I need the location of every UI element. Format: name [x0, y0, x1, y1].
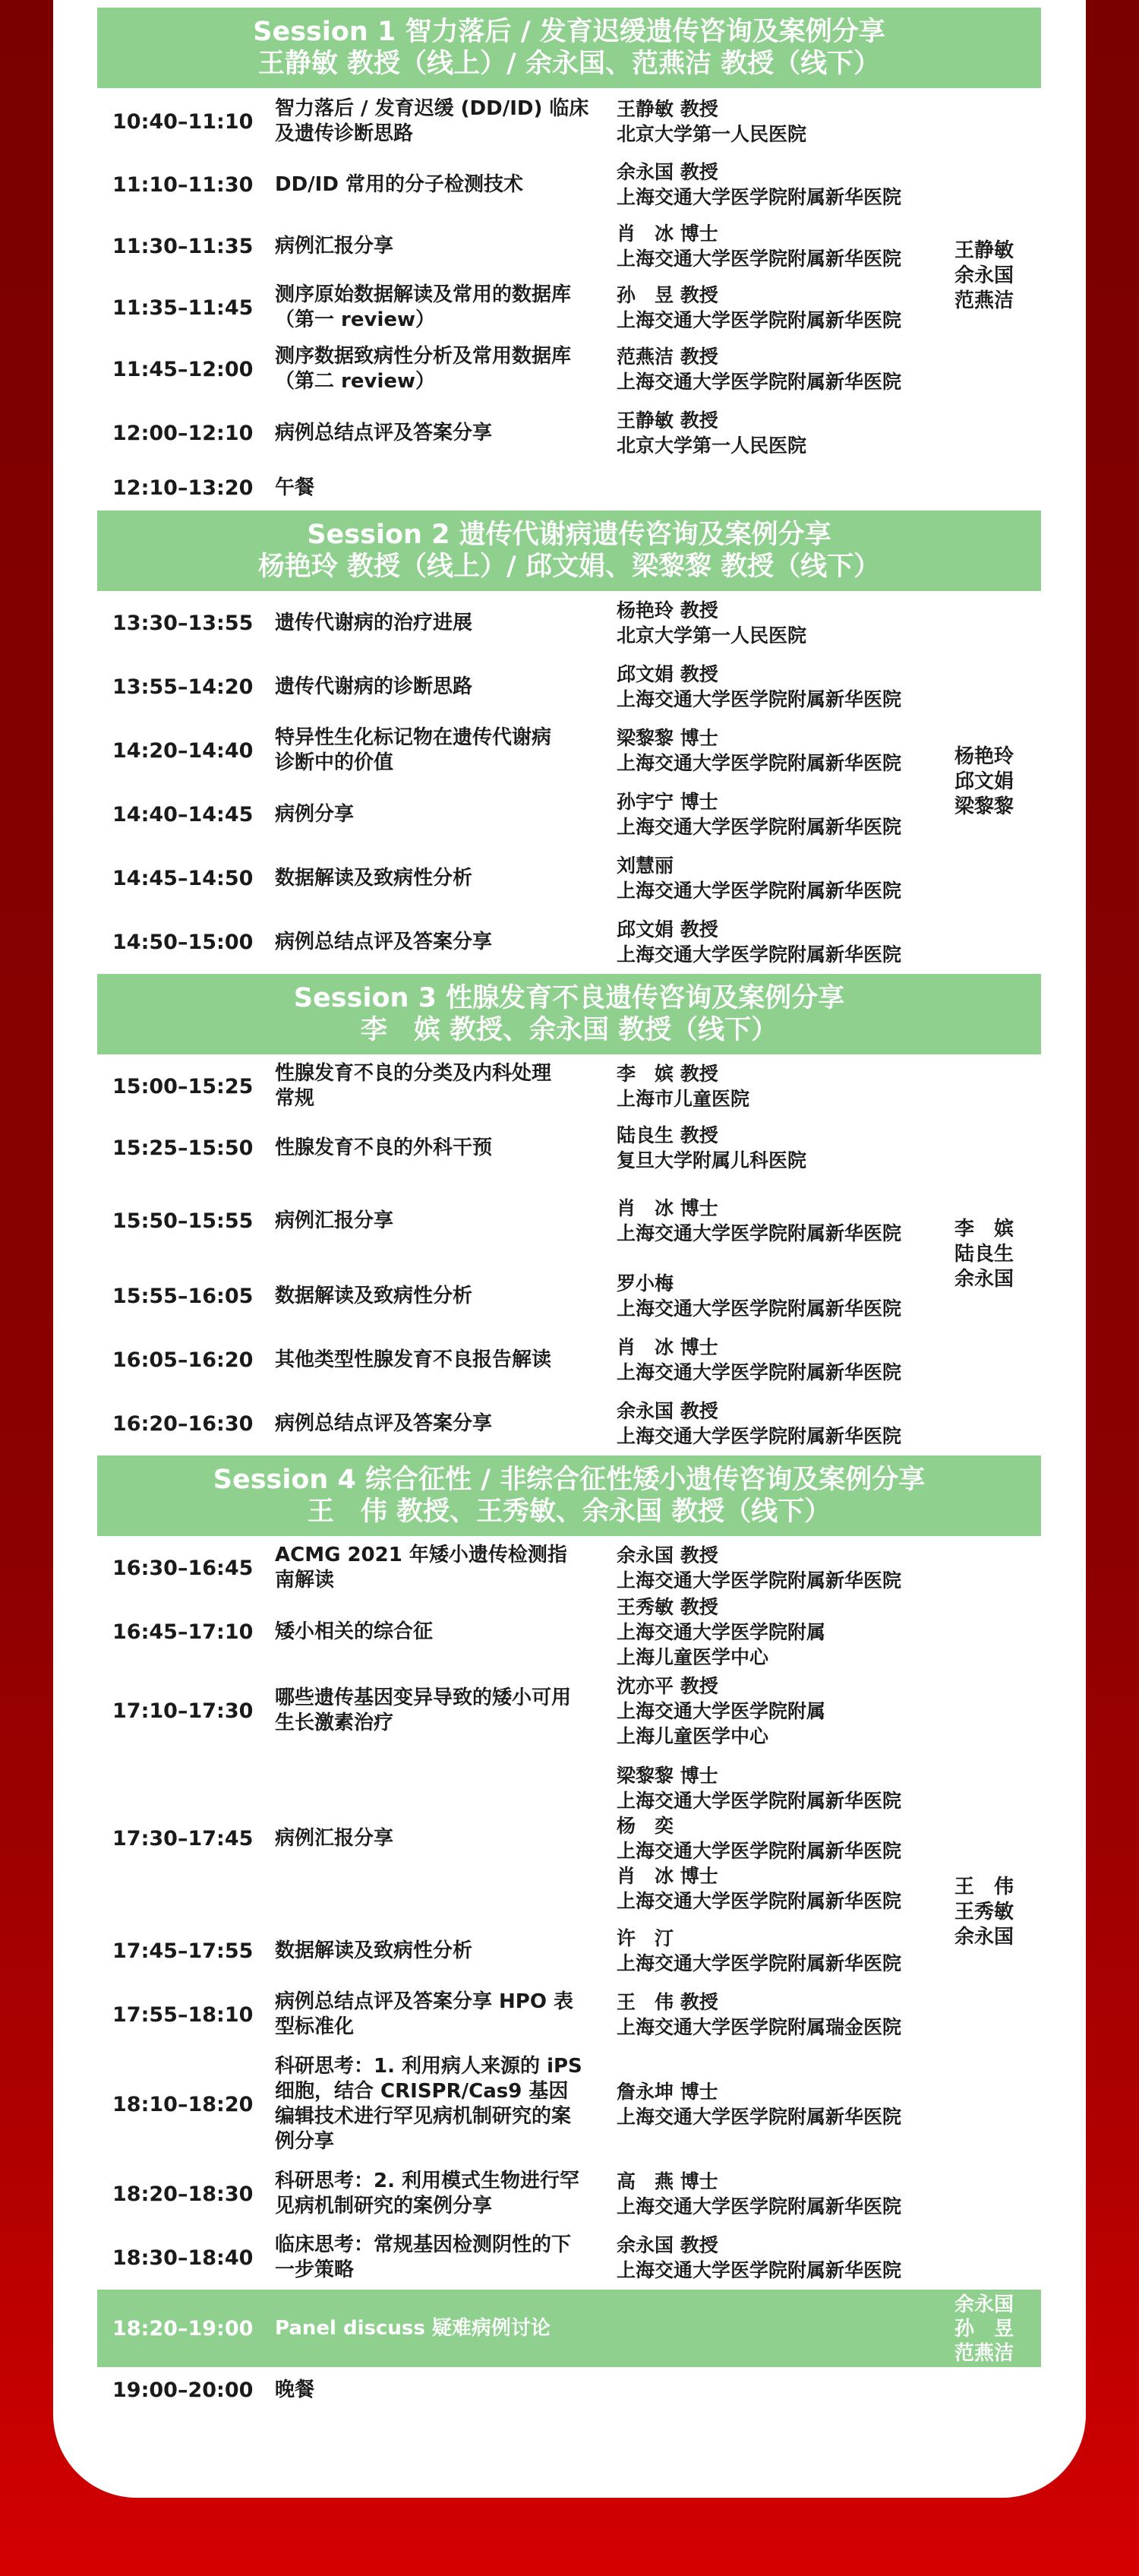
- text-line: DD/ID 常用的分子检测技术: [275, 172, 523, 196]
- topic: [273, 1939, 617, 1964]
- time-slot: 18:20–18:30: [112, 2182, 254, 2206]
- text-line: 病例汇报分享: [275, 1209, 394, 1232]
- text-line: 及遗传诊断思路: [275, 122, 414, 145]
- topic: [273, 675, 617, 700]
- time-slot: 18:20–19:00: [112, 2316, 254, 2341]
- topic: [273, 96, 617, 147]
- time-slot: 16:45–17:10: [112, 1620, 254, 1644]
- text-line: 梁黎黎 博士: [617, 727, 718, 749]
- speaker: [617, 917, 957, 967]
- text-line: ACMG 2021 年矮小遗传检测指: [275, 1544, 567, 1566]
- agenda-row: [97, 1919, 1041, 1983]
- text-line: 李 嫔: [954, 1218, 1014, 1241]
- text-line: 上海交通大学医学院附属新华医院: [617, 309, 902, 331]
- text-line: 型标准化: [275, 2015, 355, 2038]
- time-slot: 14:20–14:40: [112, 738, 254, 763]
- text-line: 常规: [275, 1087, 315, 1110]
- speaker: [617, 1061, 957, 1111]
- text-line: 上海交通大学医学院附属新华医院: [617, 2259, 902, 2281]
- session-group: [97, 1536, 1041, 2290]
- text-line: 上海交通大学医学院附属新华医院: [617, 1569, 902, 1591]
- text-line: 午餐: [275, 476, 315, 499]
- time-slot: 13:30–13:55: [112, 611, 254, 635]
- text-line: 细胞，结合 CRISPR/Cas9 基因: [275, 2080, 569, 2103]
- speaker: [617, 853, 957, 903]
- text-line: 性腺发育不良的分类及内科处理: [275, 1062, 552, 1085]
- text-line: 余永国: [954, 2293, 1014, 2316]
- topic: [273, 1826, 617, 1851]
- text-line: 上海交通大学医学院附属新华医院: [617, 248, 902, 270]
- text-line: 南解读: [275, 1569, 335, 1591]
- text-line: 上海交通大学医学院附属新华医院: [617, 1361, 902, 1383]
- session-group: [97, 1054, 1041, 1456]
- session-title: Session 1 智力落后 / 发育迟缓遗传咨询及案例分享: [253, 17, 885, 47]
- time-slot: 14:40–14:45: [112, 802, 254, 827]
- session-header: [97, 1456, 1041, 1536]
- time-slot: 16:30–16:45: [112, 1556, 254, 1580]
- text-line: 上海交通大学医学院附属新华医院: [617, 1425, 902, 1447]
- dinner-row: [97, 2367, 1041, 2413]
- text-line: 詹永坤 博士: [617, 2081, 718, 2103]
- session-subtitle: 杨艳玲 教授（线上）/ 邱文娟、梁黎黎 教授（线下）: [257, 552, 881, 582]
- text-line: 肖 冰 博士: [617, 1197, 718, 1219]
- text-line: 上海交通大学医学院附属新华医院: [617, 186, 902, 208]
- time-slot: 19:00–20:00: [112, 2378, 254, 2402]
- agenda-row: [97, 1177, 1041, 1264]
- text-line: 上海交通大学医学院附属: [617, 1620, 826, 1643]
- speaker: [617, 283, 957, 333]
- topic: 晚餐: [275, 2378, 315, 2401]
- text-line: 上海交通大学医学院附属新华医院: [617, 816, 902, 838]
- text-line: 北京大学第一人民医院: [617, 624, 807, 646]
- text-line: 范燕洁: [954, 289, 1014, 312]
- time-slot: 18:30–18:40: [112, 2246, 254, 2270]
- topic: [273, 1348, 617, 1373]
- speaker: [617, 725, 957, 776]
- text-line: 病例总结点评及答案分享 HPO 表: [275, 1990, 574, 2013]
- text-line: 上海交通大学医学院附属新华医院: [617, 2195, 902, 2217]
- text-line: 孙 昱: [954, 2318, 1014, 2341]
- speaker: [617, 1595, 957, 1670]
- speaker: [617, 1674, 957, 1749]
- time-slot: 10:40–11:10: [112, 109, 254, 134]
- text-line: 上海交通大学医学院附属新华医院: [617, 2106, 902, 2128]
- topic: [273, 2233, 617, 2283]
- text-line: 测序原始数据解读及常用的数据库: [275, 283, 572, 306]
- text-line: 病例汇报分享: [275, 234, 394, 258]
- topic: [273, 866, 617, 891]
- agenda-row: [97, 2047, 1041, 2162]
- text-line: 上海交通大学医学院附属新华医院: [617, 752, 902, 774]
- text-line: 北京大学第一人民医院: [617, 435, 807, 457]
- text-line: 上海儿童医学中心: [617, 1724, 769, 1747]
- speaker: [617, 1271, 957, 1321]
- text-line: 肖 冰 博士: [617, 1865, 718, 1887]
- text-line: 数据解读及致病性分析: [275, 1939, 473, 1962]
- agenda-row: [97, 1758, 1041, 1919]
- agenda-row: [97, 1328, 1041, 1392]
- text-line: 许 汀: [617, 1927, 674, 1949]
- text-line: 科研思考：2. 利用模式生物进行罕: [275, 2170, 580, 2192]
- session-header: [97, 510, 1041, 591]
- speaker: [617, 2233, 957, 2283]
- text-line: 余永国: [954, 264, 1014, 287]
- agenda-row: [97, 591, 1041, 655]
- text-line: 杨艳玲 教授: [617, 599, 718, 621]
- speaker: [617, 1990, 957, 2040]
- topic: [273, 1061, 617, 1111]
- text-line: 王秀敏 教授: [617, 1595, 718, 1618]
- text-line: 测序数据致病性分析及常用数据库: [275, 345, 572, 368]
- text-line: 病例总结点评及答案分享: [275, 930, 493, 953]
- time-slot: 15:25–15:50: [112, 1136, 254, 1160]
- agenda-row: [97, 1118, 1041, 1177]
- agenda-row: [97, 910, 1041, 974]
- speaker: [617, 1926, 957, 1976]
- time-slot: 12:10–13:20: [112, 476, 254, 500]
- agenda-row: [97, 337, 1041, 401]
- topic: [273, 283, 617, 333]
- text-line: 一步策略: [275, 2258, 355, 2281]
- text-line: 数据解读及致病性分析: [275, 866, 473, 890]
- speaker: [617, 1543, 957, 1593]
- session-header: [97, 8, 1041, 88]
- time-slot: 11:10–11:30: [112, 172, 254, 197]
- time-slot: 11:45–12:00: [112, 357, 254, 381]
- text-line: 生长激素治疗: [275, 1712, 394, 1734]
- agenda-row: [97, 782, 1041, 846]
- speaker: [617, 789, 957, 839]
- topic: [273, 1543, 617, 1593]
- speaker: [617, 2079, 957, 2129]
- agenda-row: [97, 401, 1041, 465]
- agenda-row: [97, 278, 1041, 337]
- text-line: 梁黎黎 博士: [617, 1765, 718, 1787]
- speaker: [617, 96, 957, 147]
- speaker: [617, 1196, 957, 1246]
- agenda-row: [97, 1264, 1041, 1328]
- topic: [273, 172, 617, 198]
- session-chairs: [954, 1217, 1030, 1292]
- agenda-row: [97, 2162, 1041, 2226]
- text-line: 上海儿童医学中心: [617, 1645, 769, 1668]
- text-line: （第一 review）: [275, 308, 436, 331]
- time-slot: 14:50–15:00: [112, 930, 254, 954]
- text-line: 上海交通大学医学院附属新华医院: [617, 688, 902, 710]
- text-line: 遗传代谢病的治疗进展: [275, 611, 473, 634]
- session-subtitle: 李 嫔 教授、余永国 教授（线下）: [360, 1015, 778, 1045]
- text-line: 梁黎黎: [954, 795, 1014, 818]
- text-line: 上海交通大学医学院附属新华医院: [617, 1890, 902, 1912]
- session-chairs: [954, 744, 1030, 820]
- text-line: 高 燕 博士: [617, 2170, 718, 2192]
- topic: [273, 611, 617, 636]
- speaker: [617, 1123, 957, 1173]
- agenda-row: [97, 1392, 1041, 1456]
- time-slot: 14:45–14:50: [112, 866, 254, 890]
- time-slot: 17:10–17:30: [112, 1699, 254, 1723]
- text-line: 诊断中的价值: [275, 751, 394, 774]
- time-slot: 17:45–17:55: [112, 1939, 254, 1963]
- text-line: 智力落后 / 发育迟缓 (DD/ID) 临床: [275, 97, 589, 120]
- speaker: [617, 221, 957, 271]
- time-slot: 18:10–18:20: [112, 2092, 254, 2116]
- text-line: 邱文娟 教授: [617, 918, 718, 940]
- time-slot: 16:05–16:20: [112, 1348, 254, 1372]
- topic: [273, 725, 617, 776]
- agenda-row: [97, 1054, 1041, 1118]
- panel-discussion-row: [97, 2290, 1041, 2367]
- time-slot: 12:00–12:10: [112, 421, 254, 445]
- text-line: 临床思考：常规基因检测阴性的下: [275, 2233, 572, 2256]
- text-line: 杨艳玲: [954, 745, 1014, 768]
- topic: [273, 1990, 617, 2040]
- agenda-row: [97, 1595, 1041, 1668]
- text-line: 病例分享: [275, 802, 355, 826]
- topic: Panel discuss 疑难病例讨论: [275, 2316, 551, 2340]
- time-slot: 15:55–16:05: [112, 1284, 254, 1308]
- agenda-row: [97, 465, 1041, 510]
- text-line: 陆良生: [954, 1243, 1014, 1266]
- text-line: 编辑技术进行罕见病机制研究的案: [275, 2105, 572, 2128]
- topic: [273, 2054, 617, 2154]
- text-line: 上海交通大学医学院附属新华医院: [617, 1840, 902, 1862]
- text-line: 王静敏 教授: [617, 98, 718, 120]
- text-line: 范燕洁 教授: [617, 346, 718, 368]
- text-line: 上海交通大学医学院附属新华医院: [617, 371, 902, 393]
- topic: [273, 802, 617, 827]
- agenda-row: [97, 1983, 1041, 2047]
- session-group: [97, 88, 1041, 510]
- topic: [273, 1136, 617, 1161]
- session-subtitle: 王静敏 教授（线上）/ 余永国、范燕洁 教授（线下）: [257, 49, 881, 79]
- time-slot: 17:55–18:10: [112, 2002, 254, 2027]
- text-line: 王静敏 教授: [617, 409, 718, 431]
- text-line: 上海交通大学医学院附属新华医院: [617, 1952, 902, 1974]
- text-line: （第二 review）: [275, 370, 436, 393]
- text-line: 上海交通大学医学院附属新华医院: [617, 1790, 902, 1812]
- text-line: 王 伟 教授: [617, 1991, 718, 2013]
- text-line: 刘慧丽: [617, 855, 674, 877]
- agenda-row: [97, 655, 1041, 719]
- topic: [273, 1284, 617, 1309]
- topic: [273, 344, 617, 394]
- session-chairs: [954, 239, 1030, 314]
- text-line: 邱文娟 教授: [617, 663, 718, 685]
- topic: [273, 2169, 617, 2219]
- text-line: 上海市儿童医院: [617, 1088, 750, 1110]
- text-line: 其他类型性腺发育不良报告解读: [275, 1348, 552, 1371]
- agenda-row: [97, 2226, 1041, 2290]
- time-slot: 13:55–14:20: [112, 675, 254, 699]
- text-line: 例分享: [275, 2130, 335, 2153]
- speaker: [617, 344, 957, 394]
- text-line: 矮小相关的综合征: [275, 1620, 434, 1643]
- text-line: 肖 冰 博士: [617, 1336, 718, 1358]
- text-line: 特异性生化标记物在遗传代谢病: [275, 726, 552, 749]
- session-subtitle: 王 伟 教授、王秀敏、余永国 教授（线下）: [307, 1497, 831, 1527]
- text-line: 科研思考：1. 利用病人来源的 iPS: [275, 2055, 582, 2078]
- agenda-row: [97, 846, 1041, 910]
- text-line: 上海交通大学医学院附属新华医院: [617, 1297, 902, 1320]
- time-slot: 15:50–15:55: [112, 1209, 254, 1233]
- topic: [273, 1411, 617, 1437]
- topic: [273, 421, 617, 446]
- text-line: 哪些遗传基因变异导致的矮小可用: [275, 1686, 572, 1709]
- text-line: 病例总结点评及答案分享: [275, 421, 493, 444]
- session-header: [97, 974, 1041, 1054]
- speaker: [617, 2169, 957, 2219]
- speaker: [617, 1763, 957, 1914]
- text-line: 余永国 教授: [617, 1400, 718, 1422]
- agenda-row: [97, 214, 1041, 278]
- speaker: [617, 1399, 957, 1449]
- text-line: 性腺发育不良的外科干预: [275, 1136, 493, 1159]
- text-line: 上海交通大学医学院附属瑞金医院: [617, 2016, 902, 2038]
- agenda-table: [97, 8, 1041, 2413]
- text-line: 王静敏: [954, 239, 1014, 262]
- text-line: 数据解读及致病性分析: [275, 1284, 473, 1307]
- text-line: 病例汇报分享: [275, 1826, 394, 1850]
- text-line: 邱文娟: [954, 770, 1014, 793]
- text-line: 范燕洁: [954, 2342, 1014, 2365]
- agenda-row: [97, 719, 1041, 782]
- topic: [273, 476, 617, 501]
- topic: [273, 234, 617, 259]
- time-slot: 17:30–17:45: [112, 1826, 254, 1851]
- text-line: 肖 冰 博士: [617, 223, 718, 245]
- agenda-row: [97, 88, 1041, 155]
- session-title: Session 3 性腺发育不良遗传咨询及案例分享: [293, 983, 845, 1013]
- text-line: 杨 奕: [617, 1815, 674, 1837]
- text-line: 余永国 教授: [617, 2234, 718, 2256]
- topic: [273, 1620, 617, 1645]
- topic: [273, 1209, 617, 1234]
- speaker: [617, 160, 957, 210]
- text-line: 罗小梅: [617, 1272, 674, 1294]
- text-line: 李 嫔 教授: [617, 1063, 718, 1085]
- text-line: 余永国: [954, 1268, 1014, 1291]
- session-title: Session 4 综合征性 / 非综合征性矮小遗传咨询及案例分享: [213, 1465, 926, 1495]
- text-line: 上海交通大学医学院附属新华医院: [617, 943, 902, 966]
- speaker: [617, 1335, 957, 1385]
- agenda-card: [53, 0, 1086, 2498]
- session-title: Session 2 遗传代谢病遗传咨询及案例分享: [307, 520, 831, 550]
- text-line: 陆良生 教授: [617, 1124, 718, 1146]
- time-slot: 11:30–11:35: [112, 234, 254, 258]
- text-line: 沈亦平 教授: [617, 1674, 718, 1697]
- topic: [273, 930, 617, 955]
- topic: [273, 1686, 617, 1736]
- session-group: [97, 591, 1041, 974]
- text-line: 病例总结点评及答案分享: [275, 1411, 493, 1435]
- time-slot: 11:35–11:45: [112, 296, 254, 320]
- panel-chairs: [954, 2290, 1030, 2366]
- text-line: 上海交通大学医学院附属新华医院: [617, 1222, 902, 1244]
- speaker: [617, 408, 957, 458]
- text-line: 孙 昱 教授: [617, 284, 718, 306]
- text-line: 上海交通大学医学院附属: [617, 1699, 826, 1722]
- text-line: 复旦大学附属儿科医院: [617, 1149, 807, 1171]
- time-slot: 16:20–16:30: [112, 1411, 254, 1436]
- text-line: 王秀敏: [954, 1901, 1014, 1923]
- text-line: 余永国: [954, 1926, 1014, 1949]
- agenda-row: [97, 155, 1041, 214]
- agenda-row: [97, 1536, 1041, 1600]
- text-line: 遗传代谢病的诊断思路: [275, 675, 473, 698]
- agenda-row: [97, 1664, 1041, 1758]
- text-line: 上海交通大学医学院附属新华医院: [617, 880, 902, 902]
- text-line: 北京大学第一人民医院: [617, 123, 807, 145]
- speaker: [617, 598, 957, 648]
- time-slot: 15:00–15:25: [112, 1074, 254, 1098]
- text-line: 孙宇宁 博士: [617, 791, 718, 813]
- session-chairs: [954, 1875, 1030, 1950]
- text-line: 见病机制研究的案例分享: [275, 2195, 493, 2217]
- text-line: 余永国 教授: [617, 1544, 718, 1566]
- text-line: 余永国 教授: [617, 161, 718, 183]
- text-line: 王 伟: [954, 1876, 1014, 1898]
- speaker: [617, 662, 957, 712]
